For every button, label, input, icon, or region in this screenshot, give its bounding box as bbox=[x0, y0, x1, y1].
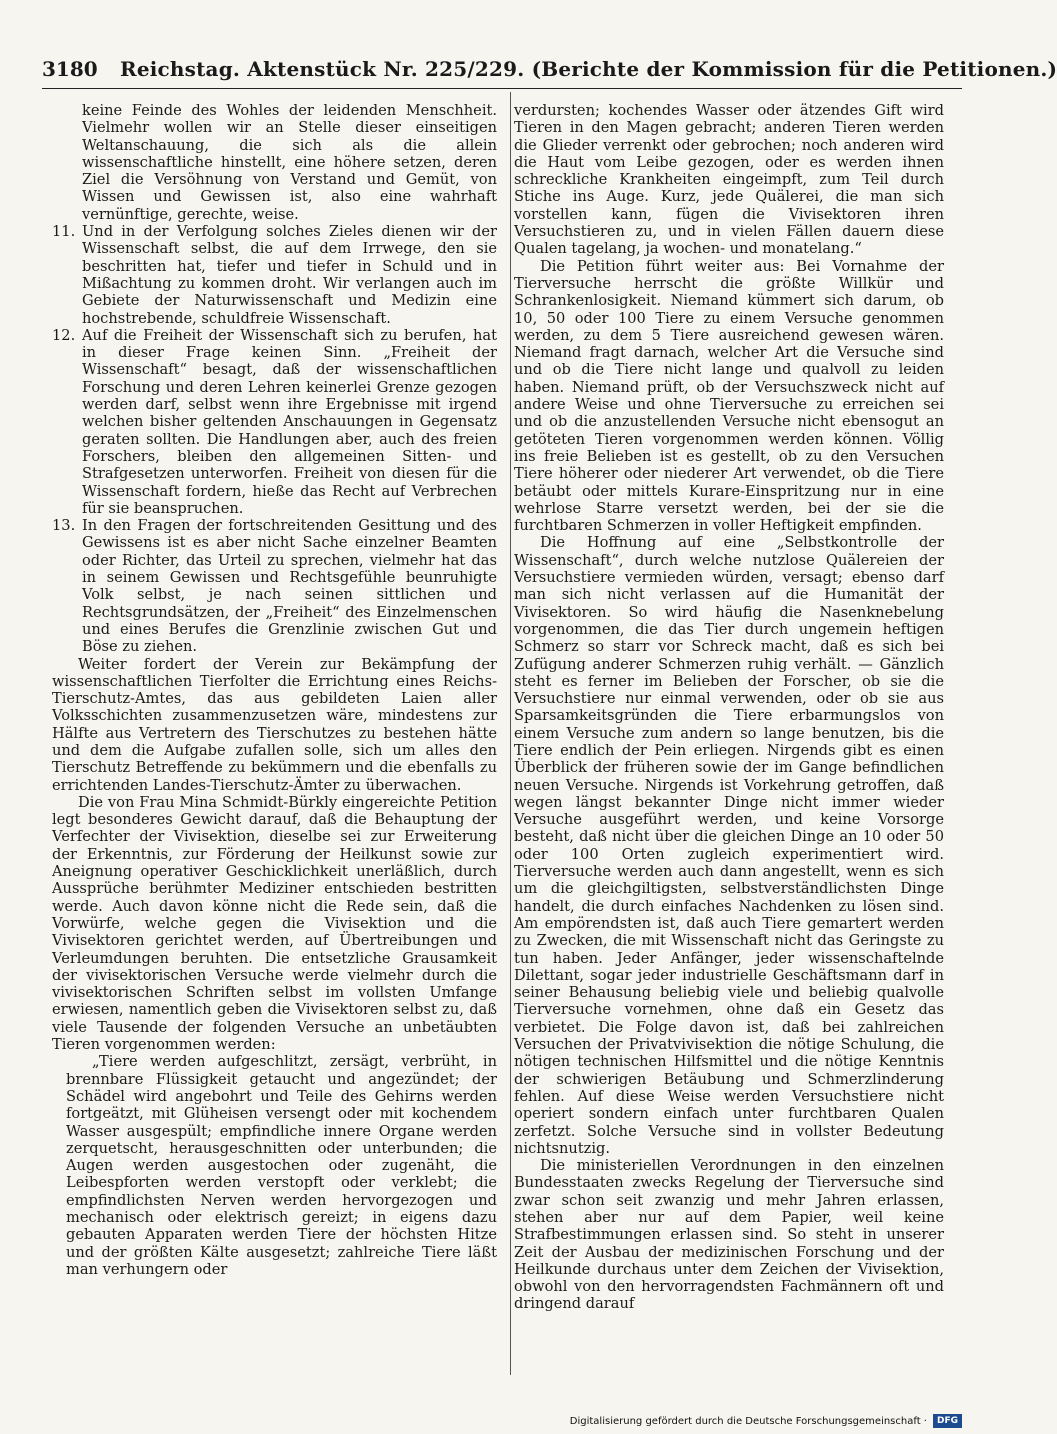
paragraph: Die von Frau Mina Schmidt-Bürkly eingereichte Petition legt besonderes Gewicht darauf, daß die Behauptung der Verfechter der Vivisektion, dieselbe sei zur Erweiterung der Erkenntnis, zur Förderung der Heilkunst sowie zur Aneignung operativer Geschicklichkeit unerläßlich, durch Aussprüche berühmter Mediziner entschieden bestritten werde. Auch davon könne nicht die Rede sein, daß die Vorwürfe, welche gegen die Vivisektion und die Vivisektoren gerichtet werden, auf Übertreibungen und Verleumdungen beruhten. Die entsetzliche Grausamkeit der vivisektorischen Versuche werde vielmehr durch die vivisektorischen Schriften selbst im vollsten Umfange erwiesen, namentlich geben die Vivisektoren selbst zu, daß viele Tausende der folgenden Versuche an unbetäubten Tieren vorgenommen werden: bbox=[52, 793, 497, 1054]
paragraph: Die Hoffnung auf eine „Selbstkontrolle der Wissenschaft“, durch welche nutzlose Quälereien der Versuchstiere vermieden würden, versagt; ebenso darf man sich nicht verlassen auf die Humanität der Vivisektoren. So wird häufig die Nasenknebelung vorgenommen, die das Tier durch ungemein heftigen Schmerz so starr vor Schreck macht, daß es sich bei Zufügung anderer Schmerzen ruhig verhält. — Gänzlich steht es ferner im Belieben der Forscher, ob sie die Versuchstiere nur einmal verwenden, oder ob sie aus Sparsamkeitsgründen die Tiere erbarmungslos von einem Versuche zum andern so lange benutzen, bis die Tiere endlich der Pein erliegen. Nirgends gibt es einen Überblick der früheren sowie der im Gange befindlichen neuen Versuche. Nirgends ist Vorkehrung getroffen, daß wegen längst bekannter Dinge nicht immer wieder Versuche ausgeführt werden, und keine Vorsorge besteht, daß nicht über die gleichen Dinge an 10 oder 50 oder 100 Orten zugleich experimentiert wird. Tierversuche werden auch dann angestellt, wenn es sich um die gleichgiltigsten, selbstverständlichsten Dinge handelt, die durch einfaches Nachdenken zu lösen sind. Am empörendsten ist, daß auch Tiere gemartert werden zu Zwecken, die mit Wissenschaft nicht das Geringste zu tun haben. Jeder Anfänger, jeder wissenschaftelnde Dilettant, sogar jeder industrielle Geschäftsmann darf in seiner Behausung beliebig viele und beliebig qualvolle Tierversuche vornehmen, ohne daß ein Gesetz das verbietet. Die Folge davon ist, daß bei zahlreichen Versuchen der Privatvivisektion die nötige Schulung, die nötigen technischen Hilfsmittel und die nötige Kenntnis der schwierigen Betäubung und Schmerzlinderung fehlen. Auf diese Weise werden Versuchstiere nicht operiert sondern einfach unter furchtbaren Qualen zerfetzt. Solche Versuche sind in vollster Bedeutung nichtsnutzig. bbox=[514, 534, 944, 1157]
paragraph: Die ministeriellen Verordnungen in den einzelnen Bundesstaaten zwecks Regelung der Tierversuche sind zwar schon seit zwanzig und mehr Jahren erlassen, stehen aber nur auf dem Papier, weil keine Strafbestimmungen erlassen sind. So steht in unserer Zeit der Ausbau der medizinischen Forschung und der Heilkunde durchaus unter dem Zeichen der Vivisektion, obwohl von den hervorragendsten Fachmännern oft und dringend darauf bbox=[514, 1157, 944, 1313]
column-divider bbox=[510, 92, 511, 1375]
lead-paragraph: keine Feinde des Wohles der leidenden Menschheit. Vielmehr wollen wir an Stelle dieser einseitigen Weltanschauung, die sich als die allein wissenschaftliche hinstellt, eine höhere setzen, deren Ziel die Versöhnung von Verstand und Gemüt, von Wissen und Gewissen ist, also eine wahrhaft vernünftige, gerechte, weise. bbox=[82, 102, 497, 223]
paragraph: Weiter fordert der Verein zur Bekämpfung der wissenschaftlichen Tierfolter die Errichtung eines Reichs-Tierschutz-Amtes, das aus gebildeten Laien aller Volksschichten zusammenzusetzen wäre, mindestens zur Hälfte aus Vertretern des Tierschutzes zu bestehen hätte und dem die Aufgabe zufallen solle, sich um alles den Tierschutz Betreffende zu bekümmern und die ebenfalls zu errichtenden Landes-Tierschutz-Ämter zu überwachen. bbox=[52, 655, 497, 794]
item-number: 12. bbox=[52, 326, 76, 344]
footer-credit bbox=[570, 1414, 962, 1430]
item-number: 13. bbox=[52, 517, 76, 535]
header-rule bbox=[42, 88, 962, 89]
numbered-item-13 bbox=[52, 517, 497, 655]
item-text: Auf die Freiheit der Wissenschaft sich zu berufen, hat in dieser Frage keinen Sinn. „Freiheit der Wissenschaft“ besagt, daß der wissenschaftlichen Forschung und deren Lehren keinerlei Grenze gezogen werden darf, selbst wenn ihre Ergebnisse mit irgend welchen bisher geltenden Anschauungen in Gegensatz geraten sollten. Die Handlungen aber, auch des freien Forschers, bleiben den allgemeinen Sitten- und Strafgesetzen unterworfen. Freiheit von diesen für die Wissenschaft fordern, hieße das Recht auf Verbrechen für sie beanspruchen. bbox=[82, 326, 497, 517]
item-number: 11. bbox=[52, 223, 76, 241]
right-column bbox=[514, 102, 944, 1377]
numbered-item-11 bbox=[52, 223, 497, 327]
paragraph: Die Petition führt weiter aus: Bei Vornahme der Tierversuche herrscht die größte Willkür und Schrankenlosigkeit. Niemand kümmert sich darum, ob 10, 50 oder 100 Tiere zu einem Versuche genommen werden, zu dem 5 Tiere ausreichend gewesen wären. Niemand fragt darnach, welcher Art die Versuche sind und ob die Tiere nicht lange und qualvoll zu leiden haben. Niemand prüft, ob der Versuchszweck nicht auf andere Weise und ohne Tierversuche zu erreichen sei und ob die anzustellenden Versuche nicht ebensogut an getöteten Tieren vorgenommen werden können. Völlig ins freie Belieben ist es gestellt, ob zu den Versuchen Tiere höherer oder niederer Art verwendet, ob die Tiere betäubt oder mittels Kurare-Einspritzung nur in eine wehrlose Starre versetzt werden, bei der sie die furchtbaren Schmerzen in voller Heftigkeit empfinden. bbox=[514, 257, 944, 535]
footer-credit-text: Digitalisierung gefördert durch die Deutsche Forschungsgemeinschaft · bbox=[569, 1416, 927, 1427]
page-number: 3180 bbox=[42, 57, 98, 81]
header-title: Reichstag. Aktenstück Nr. 225/229. (Berichte der Kommission für die Petitionen.) bbox=[120, 57, 1057, 81]
running-header bbox=[42, 57, 1057, 85]
quote-continued: verdursten; kochendes Wasser oder ätzendes Gift wird Tieren in den Magen gebracht; anderen Tieren werden die Glieder verrenkt oder gebrochen; noch anderen wird die Haut vom Leibe gezogen, oder es werden ihnen schreckliche Krankheiten eingeimpft, zum Teil durch Stiche ins Auge. Kurz, jede Quälerei, die man sich vorstellen kann, fügen die Vivisektoren ihren Versuchstieren zu, und in vielen Fällen dauern diese Qualen tagelang, ja wochen- und monatelang.“ bbox=[514, 102, 944, 258]
dfg-logo: DFG bbox=[933, 1414, 962, 1428]
item-text: In den Fragen der fortschreitenden Gesittung und des Gewissens ist es aber nicht Sache einzelner Beamten oder Richter, das Urteil zu sprechen, vielmehr hat das in seinem Gewissen und Rechtsgefühle beunruhigte Volk selbst, je nach seinen sittlichen und Rechtsgrundsätzen, der „Freiheit“ des Einzelmenschen und eines Berufes die Grenzlinie zwischen Gut und Böse zu ziehen. bbox=[82, 517, 497, 656]
quote-block: „Tiere werden aufgeschlitzt, zersägt, verbrüht, in brennbare Flüssigkeit getaucht und angezündet; der Schädel wird angebohrt und Teile des Gehirns werden fortgeätzt, mit Glüheisen versengt oder mit kochendem Wasser ausgespült; empfindliche innere Organe werden zerquetscht, herausgeschnitten oder unterbunden; die Augen werden ausgestochen oder zugenäht, die Leibespforten werden verstopft oder verklebt; die empfindlichsten Nerven werden hervorgezogen und mechanisch oder elektrisch gereizt; in eigens dazu gebauten Apparaten werden Tiere der höchsten Hitze und der größten Kälte ausgesetzt; zahlreiche Tiere läßt man verhungern oder bbox=[66, 1053, 497, 1278]
numbered-item-12 bbox=[52, 327, 497, 517]
item-text: Und in der Verfolgung solches Zieles dienen wir der Wissenschaft selbst, die auf dem Irrwege, den sie beschritten hat, tiefer und tiefer in Schuld und in Mißachtung zu kommen droht. Wir verlangen auch im Gebiete der Naturwissenschaft und Medizin eine hochstrebende, schuldfreie Wissenschaft. bbox=[82, 223, 497, 327]
left-column bbox=[52, 102, 497, 1377]
